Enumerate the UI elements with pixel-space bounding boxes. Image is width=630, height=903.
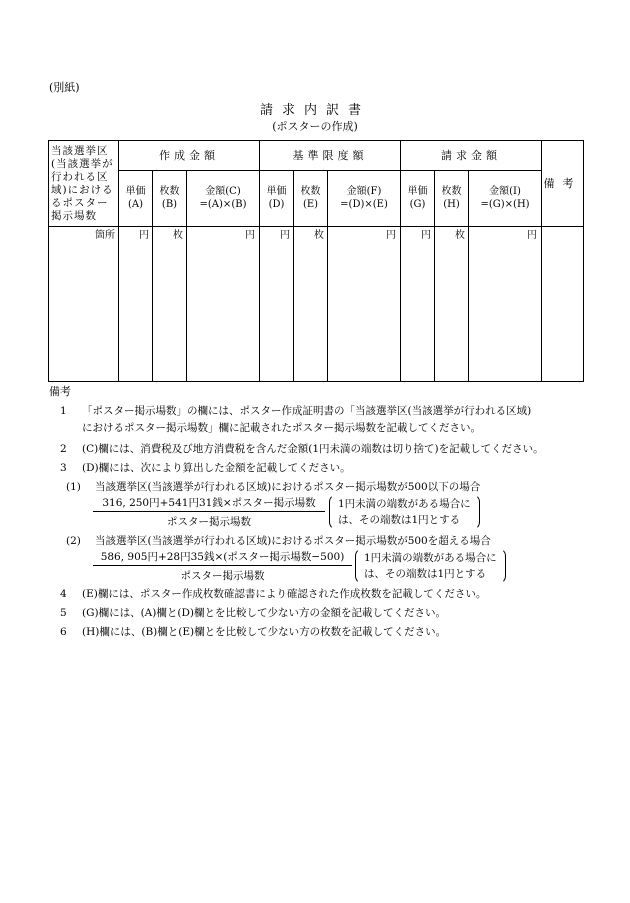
- remarks-cell[interactable]: [542, 227, 584, 382]
- note-3-sub-2: (2) 当該選挙区(当該選挙が行われる区域)におけるポスター掲示場数が500を超える場合: [66, 535, 491, 547]
- unit-price-d-header: 単価 (D): [260, 171, 294, 227]
- note-1: 1 「ポスター掲示場数」の欄には、ポスター作成証明書の「当該選挙区(当該選挙が行われる区域): [60, 405, 532, 417]
- note-3: 3 (D)欄には、次により算出した金額を記載してください。: [60, 462, 351, 474]
- standard-limit-header: 基準限度額: [260, 141, 401, 171]
- note-4: 4 (E)欄には、ポスター作成枚数確認書により確認された作成枚数を記載してください。: [60, 588, 487, 600]
- amount-f-header: 金額(F) =(D)×(E): [328, 171, 401, 227]
- amount-i-cell[interactable]: 円: [469, 227, 542, 382]
- unit-price-g-cell[interactable]: 円: [401, 227, 435, 382]
- count-e-cell[interactable]: 枚: [294, 227, 328, 382]
- note-2: 2 (C)欄には、消費税及び地方消費税を含んだ金額(1円未満の端数は切り捨て)を記載してください。: [60, 443, 544, 455]
- count-b-header: 枚数 (B): [153, 171, 187, 227]
- note-3-sub-1: (1) 当該選挙区(当該選挙が行われる区域)におけるポスター掲示場数が500以下の場合: [66, 481, 481, 493]
- notes-title: 備考: [49, 385, 71, 398]
- note-5: 5 (G)欄には、(A)欄と(D)欄とを比較して少ない方の金額を記載してください。: [60, 607, 446, 619]
- document-subtitle: (ポスターの作成): [272, 120, 358, 133]
- unit-price-g-header: 単価 (G): [401, 171, 435, 227]
- poster-site-count-header: 当該選挙区 (当該選挙が 行われる区 域)における るポスター 掲示場数: [49, 141, 119, 227]
- amount-c-cell[interactable]: 円: [187, 227, 260, 382]
- billing-breakdown-table: [48, 140, 584, 382]
- amount-i-header: 金額(I) =(G)×(H): [469, 171, 542, 227]
- billing-amount-header: 請求金額: [401, 141, 542, 171]
- unit-price-a-cell[interactable]: 円: [119, 227, 153, 382]
- count-h-header: 枚数 (H): [435, 171, 469, 227]
- formula-2-rounding-note: 1円未満の端数がある場合に は、その端数は1円とする: [355, 548, 506, 584]
- production-amount-header: 作成金額: [119, 141, 260, 171]
- note-6: 6 (H)欄には、(B)欄と(E)欄とを比較して少ない方の枚数を記載してください。: [60, 626, 447, 638]
- document-title: 請求内訳書: [259, 103, 370, 118]
- formula-1-rounding-note: 1円未満の端数がある場合に は、その端数は1円とする: [329, 494, 480, 530]
- unit-price-a-header: 単価 (A): [119, 171, 153, 227]
- count-b-cell[interactable]: 枚: [153, 227, 187, 382]
- formula-2: 586, 905円+28円35銭×(ポスター掲示場数−500) ポスター掲示場数: [93, 549, 352, 583]
- amount-f-cell[interactable]: 円: [328, 227, 401, 382]
- unit-price-d-cell[interactable]: 円: [260, 227, 294, 382]
- note-1-continued: におけるポスター掲示場数」欄に記載されたポスター掲示場数を記載してください。: [82, 422, 481, 434]
- formula-1: 316, 250円+541円31銭×ポスター掲示場数 ポスター掲示場数: [93, 495, 325, 529]
- data-entry-row: [49, 227, 584, 382]
- remarks-header: 備考: [542, 141, 584, 227]
- annex-label: (別紙): [49, 81, 80, 94]
- sites-unit-cell[interactable]: 箇所: [49, 227, 119, 382]
- count-e-header: 枚数 (E): [294, 171, 328, 227]
- amount-c-header: 金額(C) =(A)×(B): [187, 171, 260, 227]
- count-h-cell[interactable]: 枚: [435, 227, 469, 382]
